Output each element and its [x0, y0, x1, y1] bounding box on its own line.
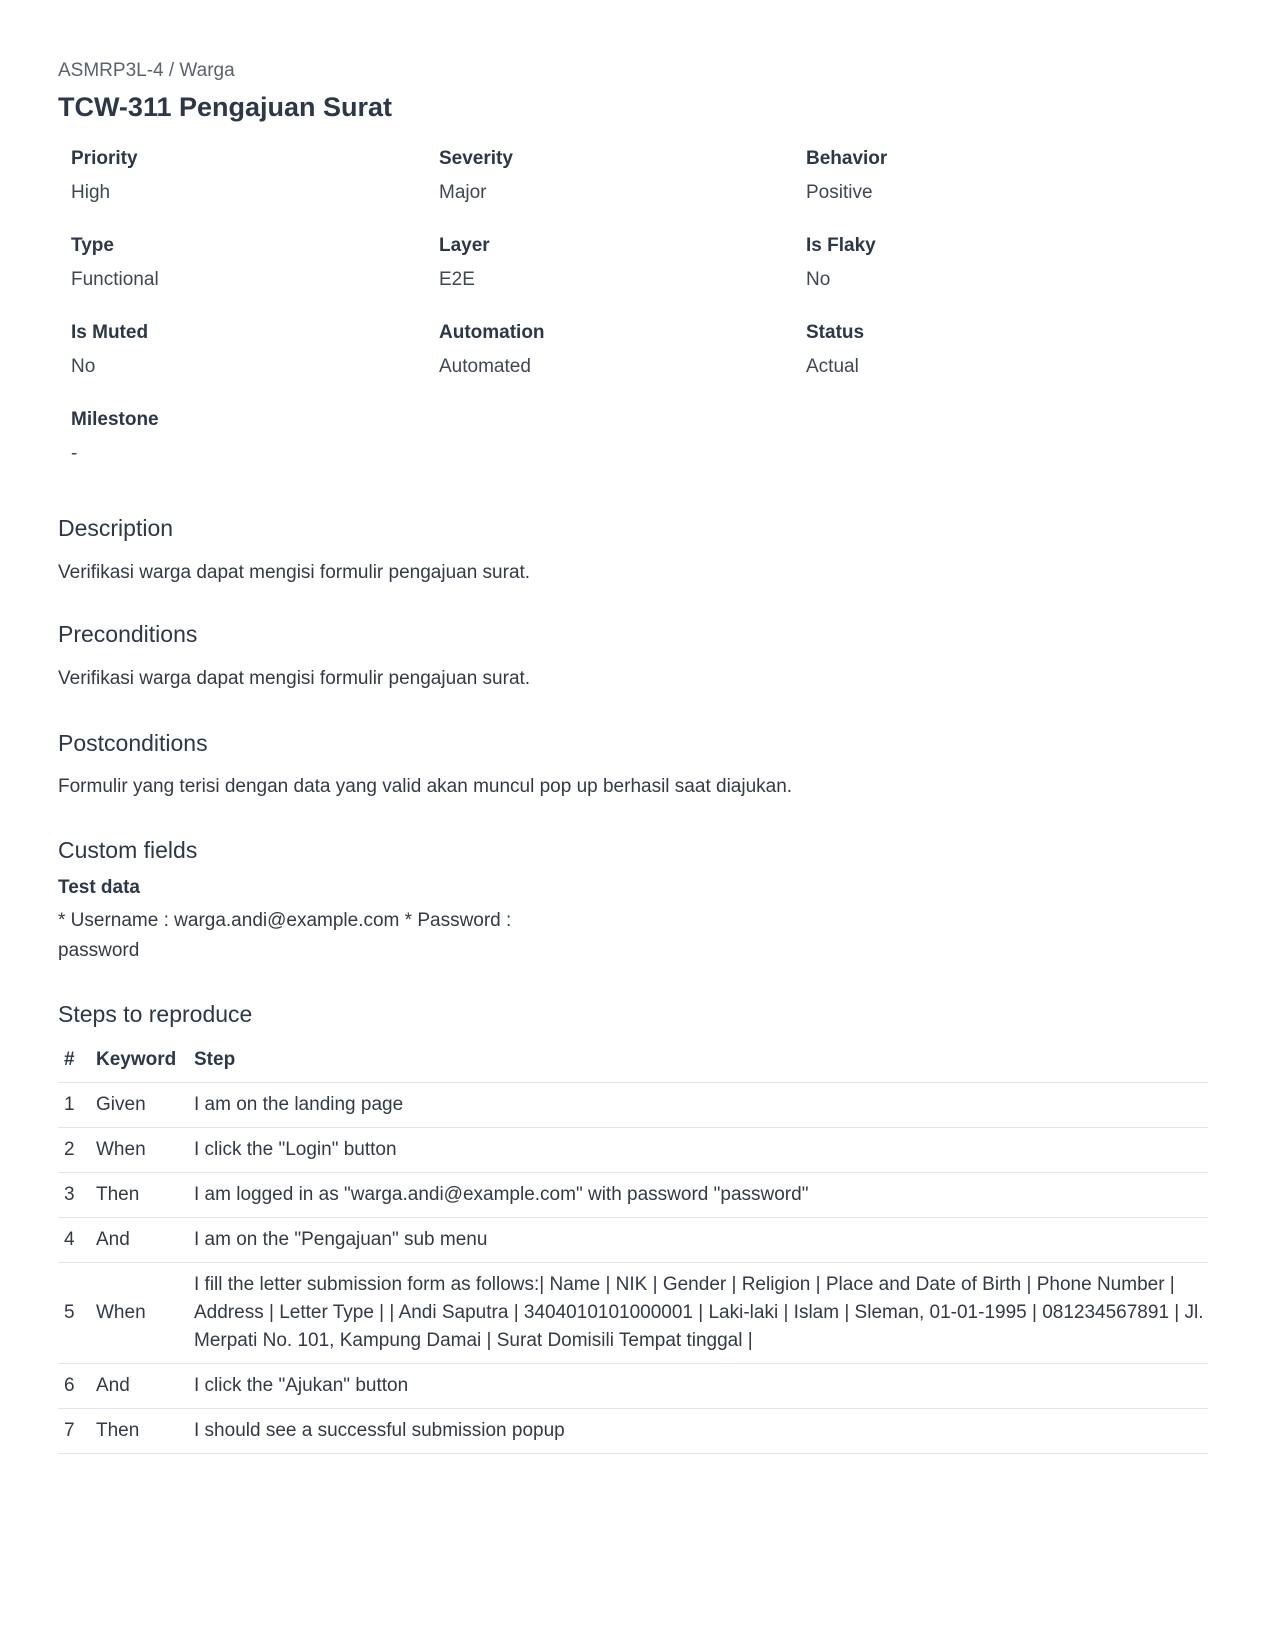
column-header-step: Step	[194, 1049, 236, 1070]
property-type	[71, 235, 411, 291]
preconditions-heading: Preconditions	[58, 621, 198, 647]
table-row	[58, 1364, 1208, 1409]
step-text: I should see a successful submission popup	[188, 1409, 1208, 1454]
property-label: Is Flaky	[806, 235, 876, 256]
step-keyword: And	[90, 1364, 188, 1409]
table-row	[58, 1263, 1208, 1364]
step-number: 3	[58, 1173, 90, 1218]
postconditions-text: Formulir yang terisi dengan data yang valid akan muncul pop up berhasil saat diajukan.	[58, 776, 793, 797]
property-is-muted	[71, 322, 411, 378]
step-number: 6	[58, 1364, 90, 1409]
test-data-value: * Username : warga.andi@example.com * Password : password	[58, 910, 512, 961]
step-number: 2	[58, 1128, 90, 1173]
property-label: Automation	[439, 322, 545, 343]
property-is-flaky	[806, 235, 1146, 291]
step-number: 7	[58, 1409, 90, 1454]
step-text: I am logged in as "warga.andi@example.com" with password "password"	[188, 1173, 1208, 1218]
property-value: Actual	[806, 356, 859, 377]
column-header-keyword: Keyword	[96, 1049, 177, 1070]
property-value: -	[71, 443, 78, 464]
step-keyword: Then	[90, 1173, 188, 1218]
property-milestone	[71, 409, 411, 465]
step-keyword: Given	[90, 1083, 188, 1128]
property-label: Layer	[439, 235, 490, 256]
preconditions-text: Verifikasi warga dapat mengisi formulir pengajuan surat.	[58, 668, 531, 689]
property-layer	[439, 235, 779, 291]
step-keyword: When	[90, 1128, 188, 1173]
step-number: 5	[58, 1263, 90, 1364]
property-label: Is Muted	[71, 322, 149, 343]
breadcrumb[interactable]: ASMRP3L-4 / Warga	[58, 60, 235, 81]
property-priority	[71, 148, 411, 204]
property-label: Behavior	[806, 148, 888, 169]
property-label: Priority	[71, 148, 138, 169]
property-label: Status	[806, 322, 865, 343]
steps-header-row	[58, 1038, 1208, 1083]
table-row	[58, 1173, 1208, 1218]
step-keyword: When	[90, 1263, 188, 1364]
step-keyword: And	[90, 1218, 188, 1263]
test-data-label: Test data	[58, 877, 141, 898]
postconditions-heading: Postconditions	[58, 730, 208, 756]
property-value: Functional	[71, 269, 159, 290]
property-behavior	[806, 148, 1146, 204]
step-number: 1	[58, 1083, 90, 1128]
step-text: I click the "Login" button	[188, 1128, 1208, 1173]
description-heading: Description	[58, 515, 174, 541]
step-text: I fill the letter submission form as follows:| Name | NIK | Gender | Religion | Place and Date of Birth | Phone Number | Address | Letter Type | | Andi Saputra | 3404010101000001 | Laki-laki | Islam | Sleman, 01-01-1995 | 081234567891 | Jl. Merpati No. 101, Kampung Damai | Surat Domisili Tempat tinggal |	[188, 1263, 1208, 1364]
property-value: Positive	[806, 182, 873, 203]
step-text: I am on the landing page	[188, 1083, 1208, 1128]
property-value: E2E	[439, 269, 475, 290]
step-keyword: Then	[90, 1409, 188, 1454]
property-value: Automated	[439, 356, 531, 377]
page-title: TCW-311 Pengajuan Surat	[58, 92, 393, 122]
property-status	[806, 322, 1146, 378]
table-row	[58, 1409, 1208, 1454]
property-label: Milestone	[71, 409, 159, 430]
property-value: No	[71, 356, 96, 377]
table-row	[58, 1083, 1208, 1128]
column-header-number: #	[64, 1049, 75, 1070]
property-value: Major	[439, 182, 487, 203]
property-label: Severity	[439, 148, 513, 169]
step-text: I click the "Ajukan" button	[188, 1364, 1208, 1409]
property-automation	[439, 322, 779, 378]
step-number: 4	[58, 1218, 90, 1263]
table-row	[58, 1218, 1208, 1263]
description-text: Verifikasi warga dapat mengisi formulir pengajuan surat.	[58, 562, 531, 583]
steps-heading: Steps to reproduce	[58, 1001, 253, 1027]
property-severity	[439, 148, 779, 204]
step-text: I am on the "Pengajuan" sub menu	[188, 1218, 1208, 1263]
steps-table	[58, 1038, 1208, 1454]
property-value: No	[806, 269, 831, 290]
custom-fields-heading: Custom fields	[58, 837, 198, 863]
table-row	[58, 1128, 1208, 1173]
property-value: High	[71, 182, 111, 203]
property-label: Type	[71, 235, 114, 256]
